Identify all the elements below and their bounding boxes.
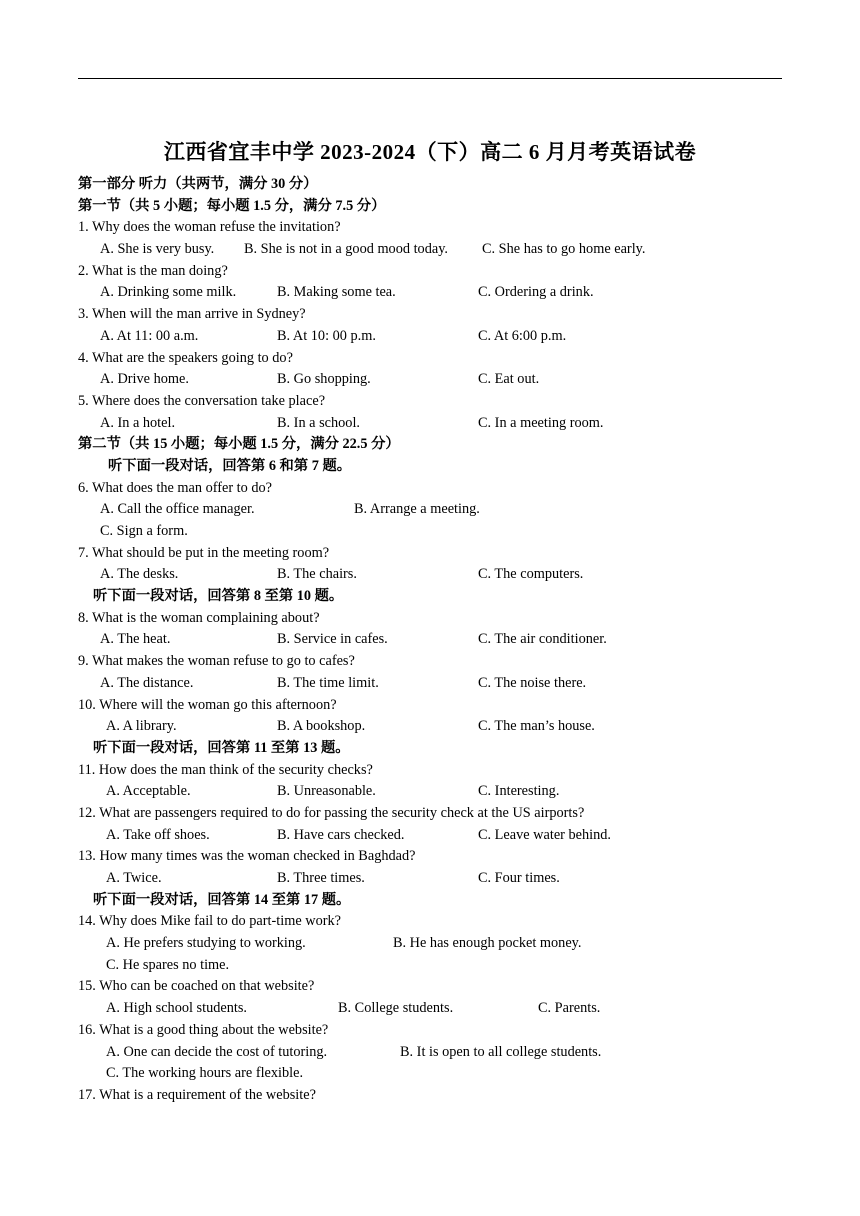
header-rule bbox=[78, 78, 782, 79]
option-c: C. Parents. bbox=[538, 1000, 601, 1017]
options-16 bbox=[78, 1042, 798, 1064]
question-15: 15. Who can be coached on that website? bbox=[78, 978, 315, 995]
question-10: 10. Where will the woman go this afternoon? bbox=[78, 696, 337, 713]
options-14 bbox=[78, 933, 798, 955]
option-b: B. Arrange a meeting. bbox=[354, 501, 480, 518]
option-a: A. The desks. bbox=[100, 566, 179, 583]
option-a: A. The distance. bbox=[100, 674, 194, 691]
option-a: A. Drinking some milk. bbox=[100, 284, 237, 301]
question-7: 7. What should be put in the meeting room? bbox=[78, 544, 330, 561]
options-2 bbox=[78, 282, 798, 304]
option-c: C. Sign a form. bbox=[100, 523, 188, 539]
options-3 bbox=[78, 326, 798, 348]
option-b: B. Three times. bbox=[277, 870, 365, 886]
options-8 bbox=[78, 629, 798, 651]
options-1 bbox=[78, 239, 798, 261]
option-c: C. Four times. bbox=[478, 870, 560, 886]
option-b: B. At 10: 00 p.m. bbox=[277, 327, 376, 344]
section-heading: 第一节（共 5 小题；每小题 1.5 分，满分 7.5 分） bbox=[78, 197, 386, 214]
question-3: 3. When will the man arrive in Sydney? bbox=[78, 306, 306, 323]
options-16-c bbox=[78, 1063, 798, 1085]
option-b: B. The chairs. bbox=[277, 566, 357, 583]
option-c: C. The computers. bbox=[478, 566, 584, 583]
option-b: B. Service in cafes. bbox=[277, 631, 388, 648]
option-a: A. Twice. bbox=[106, 870, 162, 886]
question-16: 16. What is a good thing about the website? bbox=[78, 1021, 329, 1038]
option-b: B. The time limit. bbox=[277, 674, 379, 691]
option-a: A. A library. bbox=[106, 718, 177, 735]
question-1: 1. Why does the woman refuse the invitation? bbox=[78, 219, 341, 236]
options-15 bbox=[78, 998, 798, 1020]
option-b: B. In a school. bbox=[277, 414, 360, 431]
listening-instruction: 听下面一段对话，回答第 11 至第 13 题。 bbox=[93, 739, 350, 756]
option-a: A. At 11: 00 a.m. bbox=[100, 327, 199, 344]
options-9 bbox=[78, 673, 798, 695]
options-12 bbox=[78, 825, 798, 847]
options-11 bbox=[78, 781, 798, 803]
option-a: A. Call the office manager. bbox=[100, 501, 255, 518]
question-6: 6. What does the man offer to do? bbox=[78, 479, 273, 496]
question-17: 17. What is a requirement of the website? bbox=[78, 1086, 316, 1103]
option-a: A. In a hotel. bbox=[100, 414, 176, 431]
option-b: B. Making some tea. bbox=[277, 284, 396, 301]
option-a: A. High school students. bbox=[106, 1000, 247, 1017]
question-2: 2. What is the man doing? bbox=[78, 262, 228, 279]
exam-content bbox=[78, 174, 798, 1107]
option-b: B. It is open to all college students. bbox=[400, 1043, 602, 1060]
question-8: 8. What is the woman complaining about? bbox=[78, 609, 320, 626]
option-c: C. Leave water behind. bbox=[478, 826, 611, 843]
question-13: 13. How many times was the woman checked in Baghdad? bbox=[78, 848, 416, 865]
question-11: 11. How does the man think of the security checks? bbox=[78, 761, 373, 778]
option-c: C. Eat out. bbox=[478, 371, 540, 388]
option-a: A. She is very busy. bbox=[100, 241, 215, 258]
option-c: C. Interesting. bbox=[478, 783, 560, 800]
options-14-c bbox=[78, 955, 798, 977]
option-b: B. Go shopping. bbox=[277, 371, 371, 388]
option-c: C. She has to go home early. bbox=[482, 241, 646, 258]
option-c: C. Ordering a drink. bbox=[478, 284, 594, 301]
option-c: C. The man’s house. bbox=[478, 718, 595, 735]
option-a: A. Drive home. bbox=[100, 371, 189, 388]
option-c: C. In a meeting room. bbox=[478, 414, 604, 431]
option-b: B. Unreasonable. bbox=[277, 783, 376, 800]
option-c: C. The noise there. bbox=[478, 674, 587, 691]
section-heading: 第二节（共 15 小题；每小题 1.5 分，满分 22.5 分） bbox=[78, 436, 400, 453]
question-12: 12. What are passengers required to do for passing the security check at the US airports? bbox=[78, 804, 585, 821]
question-14: 14. Why does Mike fail to do part-time work? bbox=[78, 913, 341, 930]
options-7 bbox=[78, 564, 798, 586]
listening-instruction: 听下面一段对话，回答第 8 至第 10 题。 bbox=[93, 588, 344, 605]
options-10 bbox=[78, 716, 798, 738]
listening-instruction: 听下面一段对话，回答第 6 和第 7 题。 bbox=[108, 457, 352, 474]
options-5 bbox=[78, 413, 798, 435]
option-a: A. One can decide the cost of tutoring. bbox=[106, 1043, 328, 1060]
options-13 bbox=[78, 868, 798, 890]
option-c: C. He spares no time. bbox=[106, 956, 230, 973]
option-b: B. He has enough pocket money. bbox=[393, 935, 582, 952]
option-b: B. College students. bbox=[338, 1000, 454, 1017]
options-4 bbox=[78, 369, 798, 391]
option-a: A. He prefers studying to working. bbox=[106, 935, 306, 952]
option-c: C. The air conditioner. bbox=[478, 631, 607, 648]
question-5: 5. Where does the conversation take place? bbox=[78, 392, 326, 409]
option-b: B. A bookshop. bbox=[277, 718, 366, 735]
option-b: B. Have cars checked. bbox=[277, 826, 405, 843]
listening-instruction: 听下面一段对话，回答第 14 至第 17 题。 bbox=[93, 891, 351, 908]
question-4: 4. What are the speakers going to do? bbox=[78, 349, 293, 366]
part-heading: 第一部分 听力（共两节，满分 30 分） bbox=[78, 176, 318, 192]
option-c: C. At 6:00 p.m. bbox=[478, 327, 567, 344]
options-6-c bbox=[78, 521, 798, 543]
option-b: B. She is not in a good mood today. bbox=[244, 241, 448, 258]
question-9: 9. What makes the woman refuse to go to cafes? bbox=[78, 653, 355, 670]
options-6 bbox=[78, 499, 798, 521]
option-c: C. The working hours are flexible. bbox=[106, 1065, 304, 1082]
option-a: A. Take off shoes. bbox=[106, 826, 210, 843]
page-title: 江西省宜丰中学 2023-2024（下）高二 6 月月考英语试卷 bbox=[163, 140, 697, 164]
option-a: A. The heat. bbox=[100, 631, 171, 648]
option-a: A. Acceptable. bbox=[106, 783, 191, 800]
